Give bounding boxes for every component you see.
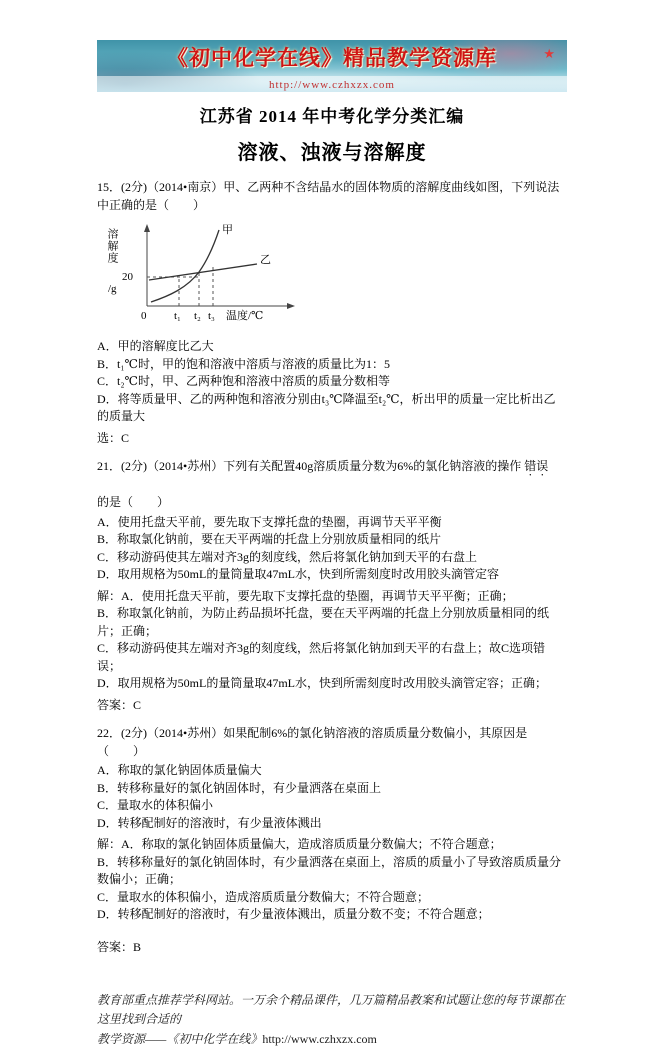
q21-solution-c: C．移动游码使其左端对齐3g的刻度线，然后将氯化钠加到天平的右盘上；故C选项错误； xyxy=(97,641,546,673)
star-icon: ★ xyxy=(543,46,555,61)
q21-answer: 答案：C xyxy=(97,697,142,712)
q15-answer: 选：C xyxy=(97,430,130,445)
q21-solution-d: D．取用规格为50mL的量筒量取47mL水，快到所需刻度时改用胶头滴管定容；正确； xyxy=(97,676,547,691)
q22-stem: 22．(2分)（2014•苏州）如果配制6%的氯化钠溶液的溶质质量分数偏小，其原因是（ ） xyxy=(97,726,528,758)
q15-stem: 15．(2分)（2014•南京）甲、乙两种不含结晶水的固体物质的溶解度曲线如图，下列说法中正确的是（ ） xyxy=(97,180,560,212)
graph-x-tick-t3: t₃ xyxy=(208,310,215,323)
graph-x-tick-t1: t₁ xyxy=(174,310,181,323)
solubility-curve-graph xyxy=(103,220,323,334)
footer-url: http://www.czhxzx.com xyxy=(262,1032,377,1047)
q22-option-d: D．转移配制好的溶液时，有少量液体溅出 xyxy=(97,815,322,830)
footer-line-2 xyxy=(97,1030,567,1050)
graph-curve-jia-label: 甲 xyxy=(222,224,233,237)
footer-line-1: 教育部重点推荐学科网站。一万余个精品课件，几万篇精品教案和试题让您的每节课都在这里找到合适的 xyxy=(97,992,566,1027)
q22-solution-c: C．量取水的体积偏小，造成溶质质量分数偏大；不符合题意； xyxy=(97,889,430,904)
graph-y-axis-unit: /g xyxy=(108,283,117,296)
graph-x-tick-t2: t₂ xyxy=(194,310,201,323)
q22-solution-a: 解：A．称取的氯化钠固体质量偏大，造成溶质质量分数偏大；不符合题意； xyxy=(97,837,502,852)
banner-url: http://www.czhxzx.com xyxy=(269,79,395,91)
header-banner xyxy=(97,40,567,92)
page-footer xyxy=(97,991,567,1050)
q21-option-c: C．移动游码使其左端对齐3g的刻度线，然后将氯化钠加到天平的右盘上 xyxy=(97,549,478,564)
q21-stem-emphasis: 错误 xyxy=(524,459,549,474)
graph-x-axis-label: 温度/℃ xyxy=(226,310,264,323)
q21-solution-a: 解：A．使用托盘天平前，要先取下支撑托盘的垫圈，再调节天平平衡；正确； xyxy=(97,588,514,603)
graph-y-axis-label: 溶解度 xyxy=(106,228,118,265)
footer-line-2-text: 教学资源——《初中化学在线》 xyxy=(97,1032,263,1047)
graph-canvas xyxy=(139,222,299,314)
graph-origin-label: 0 xyxy=(141,310,147,323)
q21-stem-continuation: 的是（ ） xyxy=(97,495,170,510)
q21-stem xyxy=(97,458,567,479)
q21-option-b: B．称取氯化钠前，要在天平两端的托盘上分别放质量相同的纸片 xyxy=(97,532,442,547)
q22-option-b: B．转移称量好的氯化钠固体时，有少量洒落在桌面上 xyxy=(97,780,382,795)
q21-option-d: D．取用规格为50mL的量筒量取47mL水，快到所需刻度时改用胶头滴管定容 xyxy=(97,567,499,582)
q22-solution-b: B．转移称量好的氯化钠固体时，有少量洒落在桌面上，溶质的质量小了导致溶质质量分数偏小；正确； xyxy=(97,854,562,887)
graph-y-tick-20: 20 xyxy=(122,271,133,284)
q15-option-c: C．t₂℃时，甲、乙两种饱和溶液中溶质的质量分数相等 xyxy=(97,374,390,389)
banner-title: 《初中化学在线》精品教学资源库 xyxy=(167,46,497,70)
q22-answer: 答案：B xyxy=(97,939,142,954)
q15-option-a: A．甲的溶解度比乙大 xyxy=(97,339,214,354)
q21-option-a: A．使用托盘天平前，要先取下支撑托盘的垫圈，再调节天平平衡 xyxy=(97,514,442,529)
doc-subtitle: 溶液、浊液与溶解度 xyxy=(237,141,427,164)
q21-stem-text: 21．(2分)（2014•苏州）下列有关配置40g溶质质量分数为6%的氯化钠溶液的操作 xyxy=(97,459,525,474)
q21-solution-b: B．称取氯化钠前，为防止药品损坏托盘，要在天平两端的托盘上分别放质量相同的纸片；正确； xyxy=(97,606,550,638)
banner-url-band xyxy=(97,76,567,92)
q22-solution-d: D．转移配制好的溶液时，有少量液体溅出，质量分数不变；不符合题意； xyxy=(97,907,490,922)
doc-title: 江苏省 2014 年中考化学分类汇编 xyxy=(199,107,465,126)
graph-curve-yi-label: 乙 xyxy=(260,254,271,267)
q15-option-d: D．将等质量甲、乙的两种饱和溶液分别由t₃℃降温至t₂℃，析出甲的质量一定比析出乙的质量大 xyxy=(97,391,556,424)
q22-option-c: C．量取水的体积偏小 xyxy=(97,798,214,813)
q15-option-b: B．t₁℃时，甲的饱和溶液中溶质与溶液的质量比为1：5 xyxy=(97,356,390,371)
q22-option-a: A．称取的氯化钠固体质量偏大 xyxy=(97,763,262,778)
